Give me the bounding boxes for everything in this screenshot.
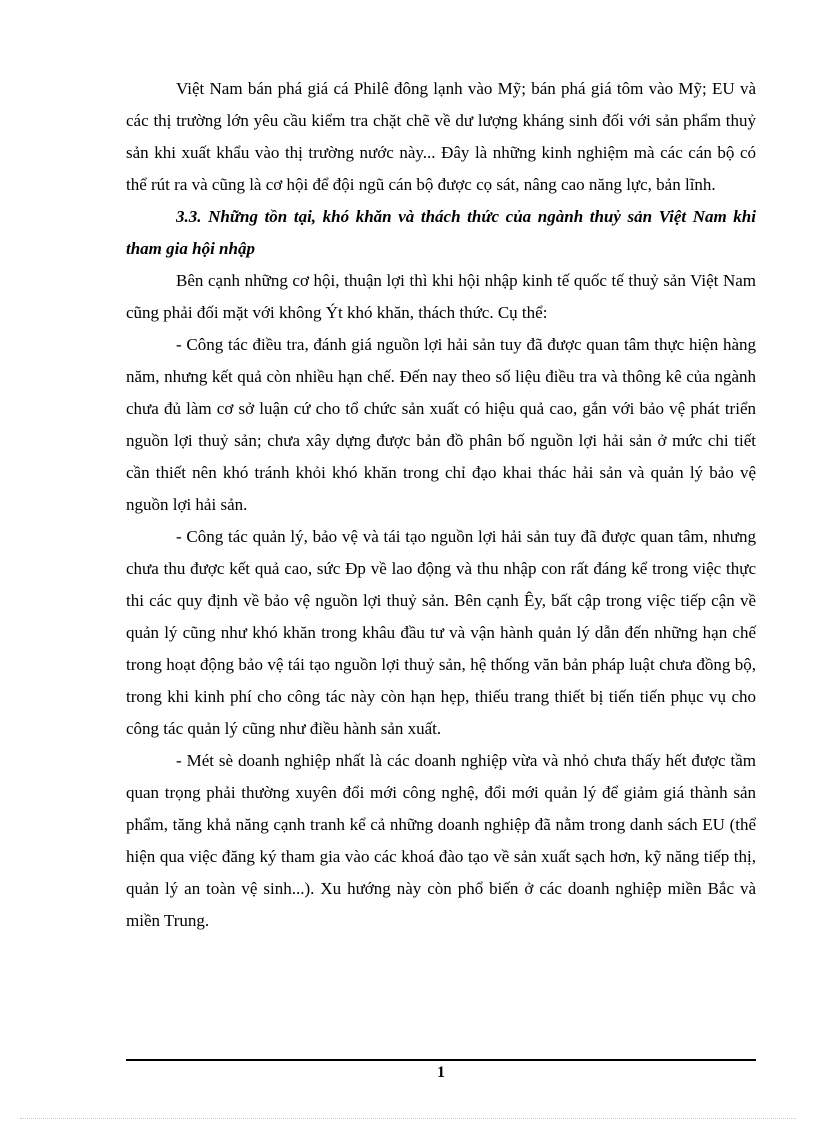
paragraph-overview: Bên cạnh những cơ hội, thuận lợi thì khi hội nhập kinh tế quốc tế thuỷ sản Việt Nam cũng phải đối mặt với không Ýt khó khăn, thách thức. Cụ thể:: [126, 271, 756, 322]
section-heading-3-3: 3.3. Những tồn tại, khó khăn và thách thức của ngành thuỷ sản Việt Nam khi tham gia hội nhập: [126, 207, 756, 258]
paragraph-enterprises: - Mét sè doanh nghiệp nhất là các doanh nghiệp vừa và nhỏ chưa thấy hết được tầm quan trọng phải thường xuyên đổi mới công nghệ, đổi mới quản lý để giảm giá thành sản phẩm, tăng khả năng cạnh tranh kể cả những doanh nghiệp đã nằm trong danh sách EU (thể hiện qua việc đăng ký tham gia vào các khoá đào tạo về sản xuất sạch hơn, kỹ năng tiếp thị, quản lý an toàn vệ sinh...). Xu hướng này còn phổ biến ở các doanh nghiệp miền Bắc và miền Trung.: [126, 751, 756, 930]
footer-divider: [126, 1059, 756, 1061]
paragraph-intro-continued: Việt Nam bán phá giá cá Philê đông lạnh vào Mỹ; bán phá giá tôm vào Mỹ; EU và các thị trường lớn yêu cầu kiểm tra chặt chẽ về dư lượng kháng sinh đối với sản phẩm thuỷ sản khi xuất khẩu vào thị trường nước này... Đây là những kinh nghiệm mà các cán bộ có thể rút ra và cũng là cơ hội để đội ngũ cán bộ được cọ sát, nâng cao năng lực, bản lĩnh.: [126, 79, 756, 194]
page-bottom-border: [20, 1118, 796, 1119]
document-body: [126, 73, 756, 937]
page-number: 1: [437, 1064, 445, 1081]
paragraph-resource-management: - Công tác quản lý, bảo vệ và tái tạo nguồn lợi hải sản tuy đã được quan tâm, nhưng chưa thu được kết quả cao, sức Ðp về lao động và thu nhập con rất đáng kể trong việc thực thi các quy định về bảo vệ nguồn lợi thuỷ sản. Bên cạnh Êy, bất cập trong việc tiếp cận về quản lý cũng như khó khăn trong khâu đầu tư và vận hành quản lý dẫn đến những hạn chế trong hoạt động bảo vệ tái tạo nguồn lợi thuỷ sản, hệ thống văn bản pháp luật chưa đồng bộ, trong khi kinh phí cho công tác này còn hạn hẹp, thiếu trang thiết bị tiến tiến phục vụ cho công tác quản lý cũng như điều hành sản xuất.: [126, 527, 756, 738]
paragraph-survey-work: - Công tác điều tra, đánh giá nguồn lợi hải sản tuy đã được quan tâm thực hiện hàng năm, nhưng kết quả còn nhiều hạn chế. Đến nay theo số liệu điều tra và thông kê của ngành chưa đủ làm cơ sở luận cứ cho tổ chức sản xuất có hiệu quả cao, gắn với bảo vệ phát triển nguồn lợi thuỷ sản; chưa xây dựng được bản đồ phân bố nguồn lợi hải sản ở mức chi tiết cần thiết nên khó tránh khỏi khó khăn trong chỉ đạo khai thác hải sản và quản lý bảo vệ nguồn lợi hải sản.: [126, 335, 756, 514]
